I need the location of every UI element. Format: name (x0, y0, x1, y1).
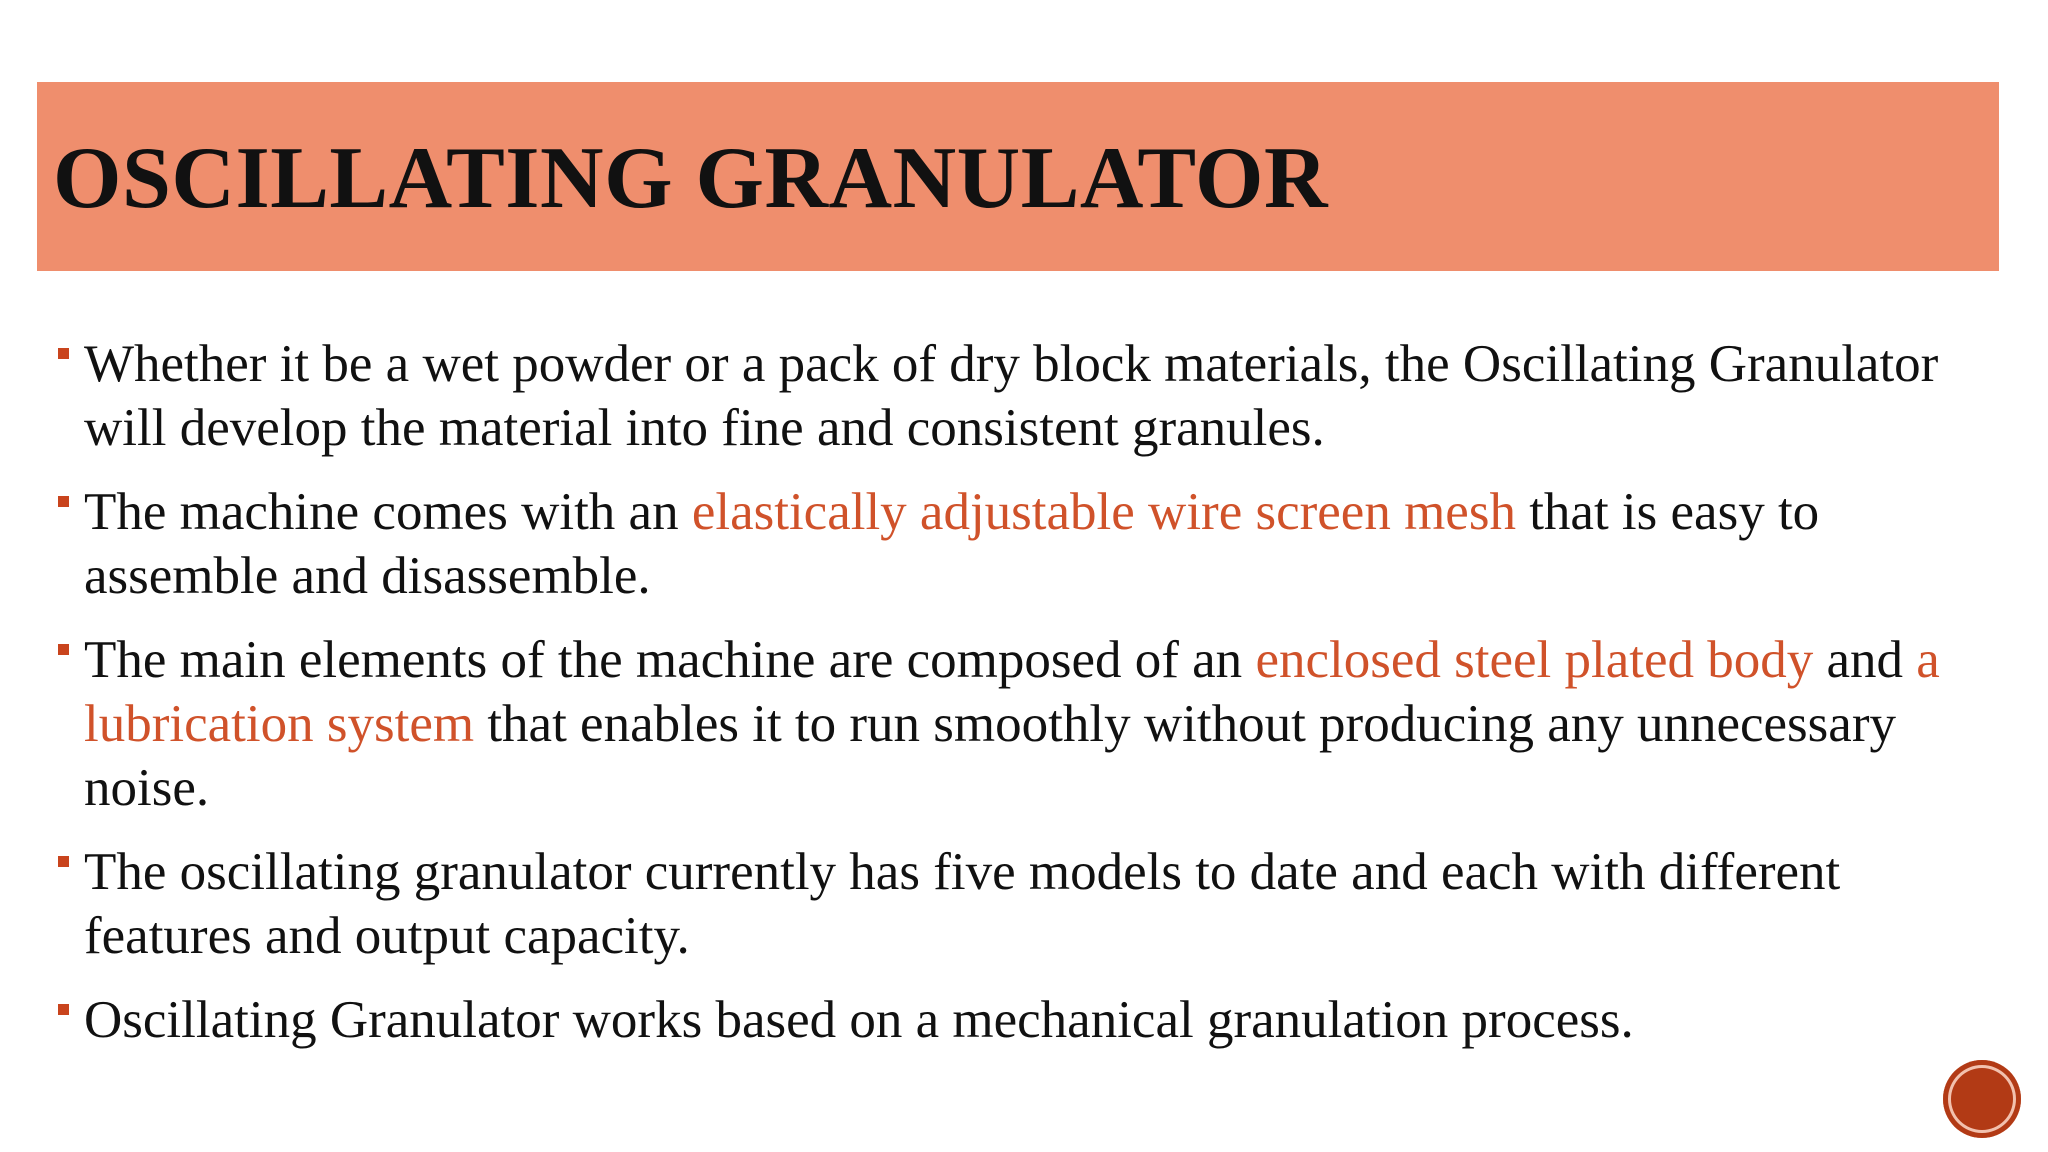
bullet-text: and (1813, 631, 1917, 689)
bullet-text: The machine comes with an (84, 483, 692, 541)
bullet-marker (58, 856, 69, 867)
highlighted-text: enclosed steel plated body (1255, 631, 1814, 689)
bullet-text: The main elements of the machine are composed of an (84, 631, 1256, 689)
bullet-list (54, 332, 2004, 1072)
highlighted-text: elastically adjustable wire screen mesh (691, 483, 1516, 541)
bullet-item (54, 480, 2004, 608)
bullet-text: Oscillating Granulator works based on a mechanical granulation process. (84, 991, 1634, 1049)
bullet-marker (58, 496, 69, 507)
bullet-marker (58, 348, 69, 359)
bullet-item (54, 628, 2004, 820)
bullet-text: Whether it be a wet powder or a pack of dry block materials, the Oscillating Granulator will develop the material into fine and consistent granules. (84, 335, 1939, 457)
bullet-marker (58, 1004, 69, 1015)
slide-nav-button[interactable] (1943, 1060, 2021, 1138)
bullet-item (54, 840, 2004, 968)
bullet-marker (58, 644, 69, 655)
bullet-item (54, 988, 2004, 1052)
highlighted-text: a lubrication system (84, 631, 1940, 753)
bullet-item (54, 332, 2004, 460)
bullet-text: that enables it to run smoothly without producing any unnecessary noise. (84, 695, 1896, 817)
slide-title: OSCILLATING GRANULATOR (53, 130, 1329, 227)
bullet-text: that is easy to assemble and disassemble. (84, 483, 1820, 605)
bullet-text: The oscillating granulator currently has five models to date and each with different features and output capacity. (84, 843, 1841, 965)
